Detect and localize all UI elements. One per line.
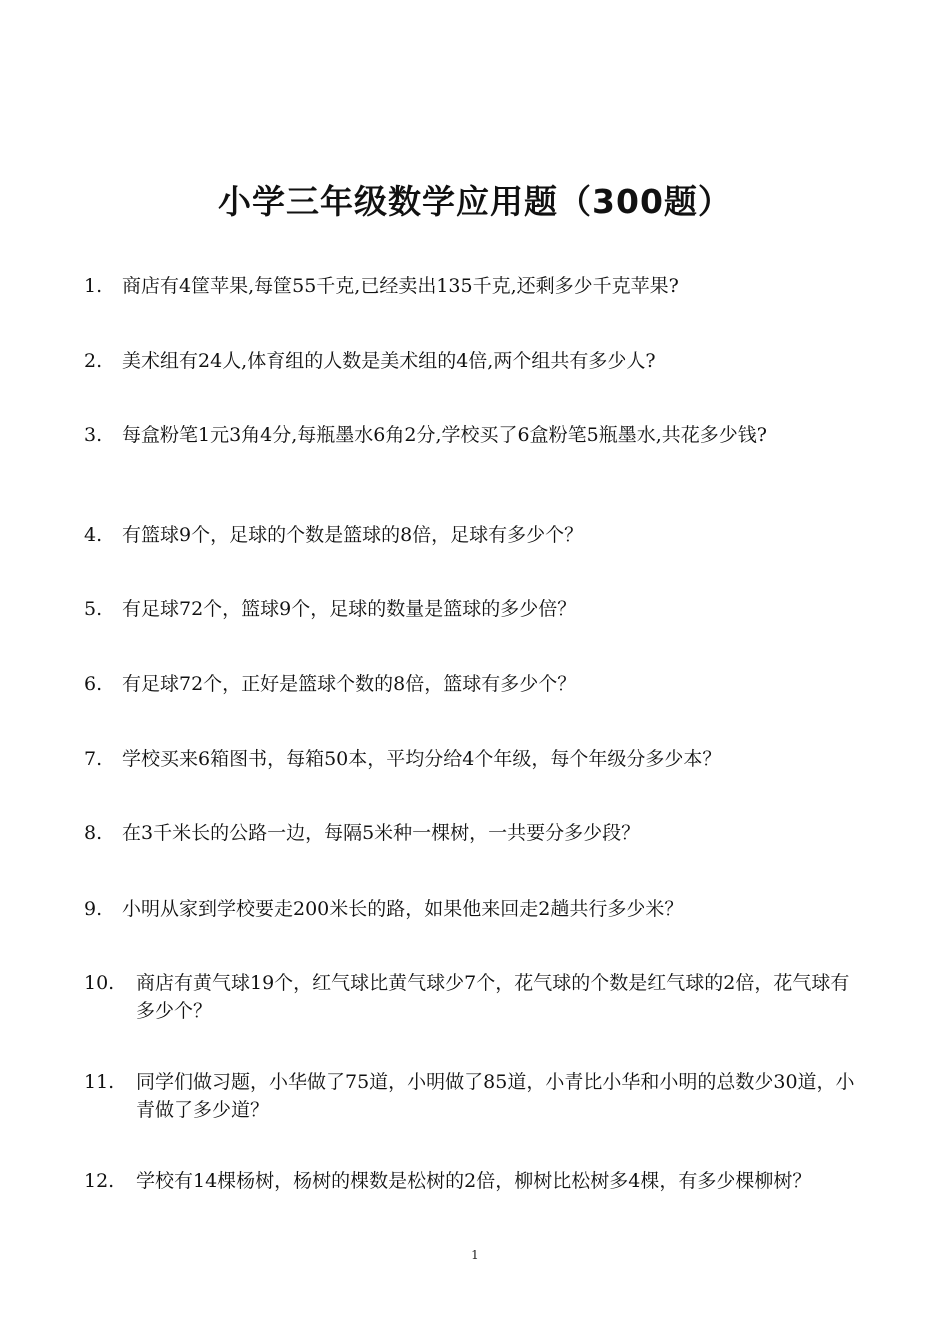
problem-item — [84, 745, 884, 773]
problem-item — [84, 819, 884, 847]
problem-text: 有篮球9个，足球的个数是篮球的8倍，足球有多少个？ — [122, 524, 584, 546]
problem-number: 12. — [84, 1170, 115, 1192]
problem-text: 在3千米长的公路一边，每隔5米种一棵树，一共要分多少段？ — [122, 822, 641, 844]
problem-item — [84, 595, 884, 623]
problem-text: 美术组有24人,体育组的人数是美术组的4倍,两个组共有多少人? — [122, 350, 656, 372]
problem-item — [84, 969, 884, 1025]
problem-text: 小明从家到学校要走200米长的路，如果他来回走2趟共行多少米？ — [122, 898, 684, 920]
problem-item — [84, 670, 884, 698]
problem-item — [84, 895, 884, 923]
problem-item — [84, 421, 884, 449]
problem-item — [84, 1167, 884, 1195]
problem-text: 商店有黄气球19个，红气球比黄气球少7个，花气球的个数是红气球的2倍，花气球有多少个？ — [136, 972, 850, 1022]
problem-number: 11. — [84, 1071, 115, 1093]
problem-text: 每盒粉笔1元3角4分,每瓶墨水6角2分,学校买了6盒粉笔5瓶墨水,共花多少钱? — [122, 424, 767, 446]
problem-number: 10. — [84, 972, 115, 994]
problem-number: 6. — [84, 673, 103, 695]
problem-number: 5. — [84, 598, 103, 620]
problem-item — [84, 1068, 884, 1124]
page-title: 小学三年级数学应用题（300题） — [218, 182, 732, 221]
page-number: 1 — [471, 1248, 479, 1262]
problem-text: 有足球72个，正好是篮球个数的8倍，篮球有多少个？ — [122, 673, 577, 695]
problem-text: 同学们做习题，小华做了75道，小明做了85道，小青比小华和小明的总数少30道，小青做了多少道？ — [136, 1071, 855, 1121]
problem-number: 4. — [84, 524, 103, 546]
problem-item — [84, 272, 884, 300]
problem-text: 商店有4筐苹果,每筐55千克,已经卖出135千克,还剩多少千克苹果? — [122, 275, 679, 297]
problem-number: 7. — [84, 748, 103, 770]
problem-text: 有足球72个，篮球9个，足球的数量是篮球的多少倍？ — [122, 598, 577, 620]
problem-number: 1. — [84, 275, 103, 297]
problem-number: 3. — [84, 424, 103, 446]
problem-text: 学校有14棵杨树，杨树的棵数是松树的2倍，柳树比松树多4棵，有多少棵柳树？ — [136, 1170, 812, 1192]
problem-item — [84, 521, 884, 549]
problem-number: 8. — [84, 822, 103, 844]
problem-number: 9. — [84, 898, 103, 920]
problem-item — [84, 347, 884, 375]
problem-text: 学校买来6箱图书，每箱50本，平均分给4个年级，每个年级分多少本？ — [122, 748, 722, 770]
problem-number: 2. — [84, 350, 103, 372]
